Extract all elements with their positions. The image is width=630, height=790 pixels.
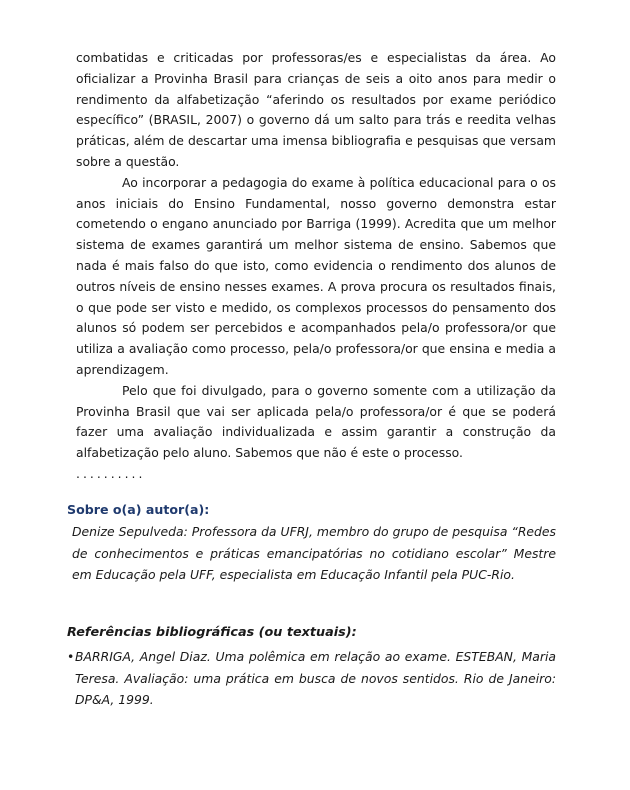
reference-text: BARRIGA, Angel Diaz. Uma polêmica em relação ao exame. ESTEBAN, Maria Teresa. Avaliação: uma prática em busca de novos sentidos. Rio de Janeiro: DP&A, 1999.: [75, 649, 556, 707]
document-body: [76, 48, 556, 485]
paragraph-3: Pelo que foi divulgado, para o governo somente com a utilização da Provinha Brasil que vai ser aplicada pela/o professora/or é que se poderá fazer uma avaliação individualizada e assim garantir a construção da alfabetização pelo aluno. Sabemos que não é este o processo.: [76, 382, 556, 461]
ellipsis-separator: ..........: [76, 465, 146, 481]
reference-item: [67, 646, 556, 711]
bullet-icon: •: [67, 649, 75, 664]
author-bio: Denize Sepulveda: Professora da UFRJ, membro do grupo de pesquisa “Redes de conhecimentos e práticas emancipatórias no cotidiano escolar” Mestre em Educação pela UFF, especialista em Educação Infantil pela PUC-Rio.: [72, 524, 556, 582]
author-heading: Sobre o(a) autor(a):: [67, 502, 210, 517]
references-list: [67, 646, 556, 711]
references-heading: Referências bibliográficas (ou textuais):: [67, 625, 357, 640]
paragraph-2: Ao incorporar a pedagogia do exame à política educacional para o os anos iniciais do Ensino Fundamental, nosso governo demonstra estar cometendo o engano anunciado por Barriga (1999). Acredita que um melhor sistema de exames garantirá um melhor sistema de ensino. Sabemos que nada é mais falso do que isto, como evidencia o rendimento dos alunos de outros níveis de ensino nesses exames. A prova procura os resultados finais, o que pode ser visto e medido, os complexos processos do pensamento dos alunos só podem ser percebidos e acompanhados pela/o professora/or que utiliza a avaliação como processo, pela/o professora/or que ensina e media a aprendizagem.: [76, 174, 556, 377]
paragraph-1: combatidas e criticadas por professoras/es e especialistas da área. Ao oficializar a Provinha Brasil para crianças de seis a oito anos para medir o rendimento da alfabetização “aferindo os resultados por exame periódico específico” (BRASIL, 2007) o governo dá um salto para trás e reedita velhas práticas, além de descartar uma imensa bibliografia e pesquisas que versam sobre a questão.: [76, 50, 556, 169]
